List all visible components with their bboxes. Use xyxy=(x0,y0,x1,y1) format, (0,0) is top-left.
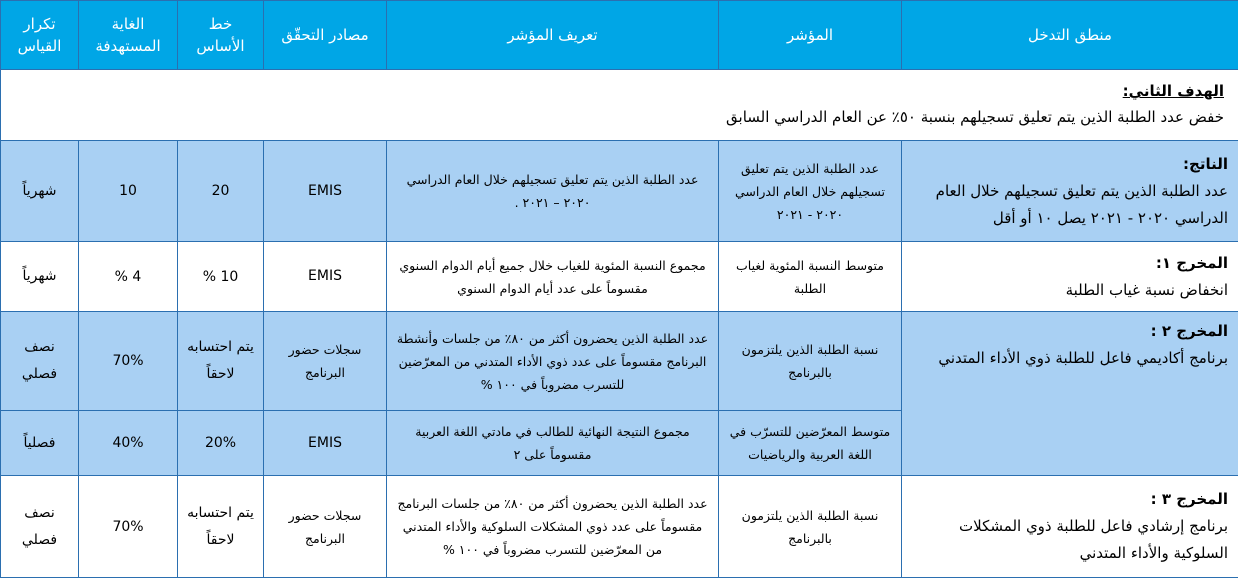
output3-indicator: نسبة الطلبة الذين يلتزمون بالبرنامج xyxy=(719,476,902,578)
output1-row xyxy=(1,242,1238,312)
header-definition: تعريف المؤشر xyxy=(387,1,719,70)
header-logic: منطق التدخل xyxy=(902,1,1238,70)
header-frequency: تكرار القياس xyxy=(1,1,79,70)
output2a-target: 70% xyxy=(79,312,178,411)
output2-logic-cell xyxy=(902,312,1238,476)
result-source: EMIS xyxy=(264,141,387,242)
goal-text: خفض عدد الطلبة الذين يتم تعليق تسجيلهم بنسبة ٥٠٪ عن العام الدراسي السابق xyxy=(726,108,1224,126)
output1-definition: مجموع النسبة المئوية للغياب خلال جميع أيام الدوام السنوي مقسوماً على عدد أيام الدوام السنوي xyxy=(387,242,719,312)
output1-text: انخفاض نسبة غياب الطلبة xyxy=(1065,280,1228,299)
output2a-baseline: يتم احتسابه لاحقاً xyxy=(178,312,264,411)
output1-label: المخرج ١: xyxy=(1155,253,1228,272)
output2b-definition: مجموع النتيجة النهائية للطالب في مادتي اللغة العربية مقسوماً على ٢ xyxy=(387,411,719,476)
result-baseline: 20 xyxy=(178,141,264,242)
output1-logic-cell xyxy=(902,242,1238,312)
output3-frequency: نصف فصلي xyxy=(1,476,79,578)
header-sources: مصادر التحقّق xyxy=(264,1,387,70)
output2b-indicator: متوسط المعرّضين للتسرّب في اللغة العربية والرياضيات xyxy=(719,411,902,476)
output3-text: برنامج إرشادي فاعل للطلبة ذوي المشكلات السلوكية والأداء المتدني xyxy=(959,517,1228,562)
result-definition: عدد الطلبة الذين يتم تعليق تسجيلهم خلال العام الدراسي ٢٠٢٠ – ٢٠٢١ . xyxy=(387,141,719,242)
output2b-target: 40% xyxy=(79,411,178,476)
goal-cell xyxy=(1,70,1238,141)
output3-definition: عدد الطلبة الذين يحضرون أكثر من ٨٠٪ من جلسات البرنامج مقسوماً على عدد ذوي المشكلات السلوكية والأداء المتدني من المعرّضين للتسرب مضروباً في ١٠٠ % xyxy=(387,476,719,578)
output2-label: المخرج ٢ : xyxy=(1150,322,1228,340)
output2a-definition: عدد الطلبة الذين يحضرون أكثر من ٨٠٪ من جلسات وأنشطة البرنامج مقسوماً على عدد ذوي الأداء المتدني من المعرّضين للتسرب مضروباً في ١٠٠ % xyxy=(387,312,719,411)
output1-indicator: متوسط النسبة المئوية لغياب الطلبة xyxy=(719,242,902,312)
output3-baseline: يتم احتسابه لاحقاً xyxy=(178,476,264,578)
header-indicator: المؤشر xyxy=(719,1,902,70)
result-logic-cell xyxy=(902,141,1238,242)
output2a-source: سجلات حضور البرنامج xyxy=(264,312,387,411)
output3-source: سجلات حضور البرنامج xyxy=(264,476,387,578)
result-indicator: عدد الطلبة الذين يتم تعليق تسجيلهم خلال العام الدراسي ٢٠٢٠ - ٢٠٢١ xyxy=(719,141,902,242)
result-frequency: شهرياً xyxy=(1,141,79,242)
header-baseline: خط الأساس xyxy=(178,1,264,70)
output1-frequency: شهرياً xyxy=(1,242,79,312)
result-target: 10 xyxy=(79,141,178,242)
output2-text: برنامج أكاديمي فاعل للطلبة ذوي الأداء المتدني xyxy=(938,349,1228,367)
output2a-indicator: نسبة الطلبة الذين يلتزمون بالبرنامج xyxy=(719,312,902,411)
output3-label: المخرج ٣ : xyxy=(1150,490,1228,508)
header-row xyxy=(1,1,1238,70)
output2a-frequency: نصف فصلي xyxy=(1,312,79,411)
output2b-source: EMIS xyxy=(264,411,387,476)
goal-title: الهدف الثاني: xyxy=(1122,82,1224,100)
result-text: عدد الطلبة الذين يتم تعليق تسجيلهم خلال العام الدراسي ٢٠٢٠ - ٢٠٢١ يصل ١٠ أو أقل xyxy=(935,181,1228,227)
output3-target: 70% xyxy=(79,476,178,578)
output1-target: 4 % xyxy=(79,242,178,312)
output2b-frequency: فصلياً xyxy=(1,411,79,476)
output3-row xyxy=(1,476,1238,578)
goal-row xyxy=(1,70,1238,141)
output2b-baseline: 20% xyxy=(178,411,264,476)
output1-source: EMIS xyxy=(264,242,387,312)
output3-logic-cell xyxy=(902,476,1238,578)
result-row xyxy=(1,141,1238,242)
output2a-row xyxy=(1,312,1238,411)
result-label: الناتج: xyxy=(1183,154,1228,173)
output1-baseline: 10 % xyxy=(178,242,264,312)
header-target: الغاية المستهدفة xyxy=(79,1,178,70)
